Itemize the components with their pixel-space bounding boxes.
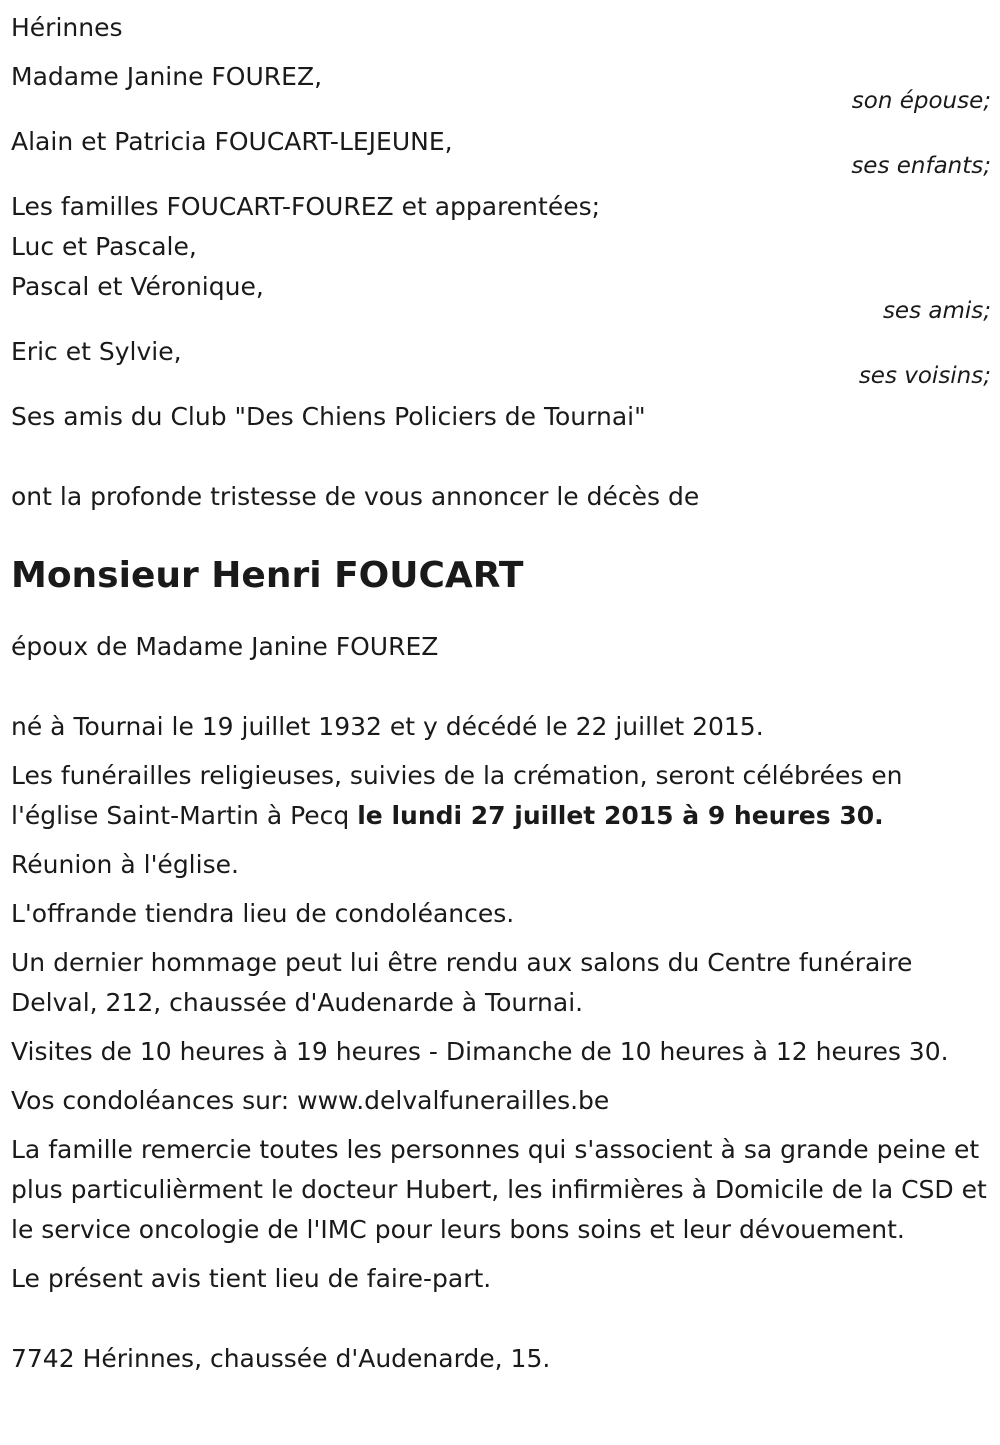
family-member-club: Ses amis du Club "Des Chiens Policiers de Tournai": [11, 402, 646, 431]
obituary-notice: [11, 8, 991, 1379]
family-member-families: Les familles FOUCART-FOUREZ et apparentées;: [11, 192, 601, 221]
meeting-note: Réunion à l'église.: [11, 850, 239, 879]
family-member-children: Alain et Patricia FOUCART-LEJEUNE,: [11, 127, 453, 156]
announcement-text: ont la profonde tristesse de vous annoncer le décès de: [11, 482, 700, 511]
funeral-paragraph: [11, 756, 991, 836]
visits-note: Visites de 10 heures à 19 heures - Dimanche de 10 heures à 12 heures 30.: [11, 1037, 949, 1066]
place-heading: Hérinnes: [11, 13, 123, 42]
offering-note: L'offrande tiendra lieu de condoléances.: [11, 899, 515, 928]
relation-label: ses voisins;: [858, 363, 991, 389]
spouse-line: époux de Madame Janine FOUREZ: [11, 632, 439, 661]
thanks-paragraph: La famille remercie toutes les personnes qui s'associent à sa grande peine et plus particulièrment le docteur Hubert, les infirmières à Domicile de la CSD et le service oncologie de l'IMC pour leurs bons soins et leur dévouement.: [11, 1135, 987, 1244]
family-member-neighbours: Eric et Sylvie,: [11, 337, 182, 366]
family-address: 7742 Hérinnes, chaussée d'Audenarde, 15.: [11, 1344, 551, 1373]
condolences-note: Vos condoléances sur: www.delvalfunerailles.be: [11, 1086, 610, 1115]
relation-label: son épouse;: [851, 88, 991, 114]
family-member-spouse: Madame Janine FOUREZ,: [11, 62, 323, 91]
family-member-friends-1: Luc et Pascale,: [11, 232, 197, 261]
birth-death-dates: né à Tournai le 19 juillet 1932 et y décédé le 22 juillet 2015.: [11, 712, 764, 741]
relation-label: ses enfants;: [851, 153, 991, 179]
funeral-date: le lundi 27 juillet 2015 à 9 heures 30.: [357, 801, 884, 830]
notice-note: Le présent avis tient lieu de faire-part.: [11, 1264, 492, 1293]
tribute-note: Un dernier hommage peut lui être rendu aux salons du Centre funéraire Delval, 212, chaussée d'Audenarde à Tournai.: [11, 948, 913, 1017]
relation-label: ses amis;: [882, 298, 991, 324]
funeral-text: Les funérailles religieuses, suivies de la crémation, seront célébrées en l'église Saint-Martin à Pecq: [11, 761, 903, 830]
deceased-name: Monsieur Henri FOUCART: [11, 555, 524, 596]
family-member-friends-2: Pascal et Véronique,: [11, 272, 264, 301]
